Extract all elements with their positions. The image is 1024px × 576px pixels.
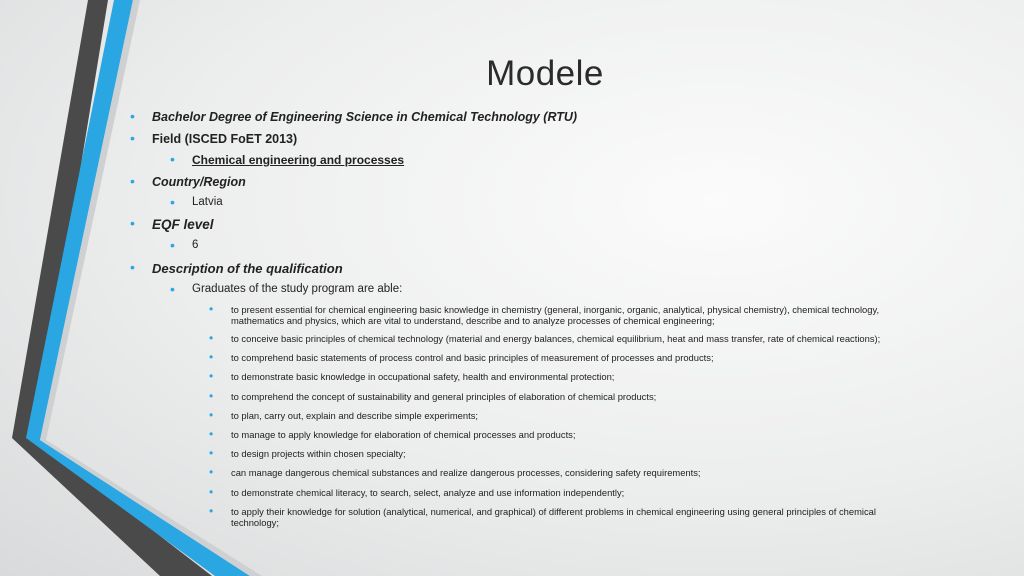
bullet-icon: • [209, 369, 214, 383]
outcome-text: to apply their knowledge for solution (analytical, numerical, and graphical) of different problems in chemical engineering using general principles of chemical technology; [231, 506, 876, 528]
outcome-item [209, 352, 921, 363]
bullet-icon: • [209, 302, 214, 316]
outcome-item [209, 487, 921, 498]
outcome-item [209, 391, 921, 402]
outcome-text: to design projects within chosen specialty; [231, 448, 406, 459]
bullet-icon: • [130, 130, 135, 146]
list-item [170, 196, 223, 209]
eqf-label: EQF level [152, 217, 214, 232]
list-item [130, 132, 297, 146]
bullet-icon: • [170, 194, 175, 210]
bullet-icon: • [170, 281, 175, 297]
eqf-value: 6 [192, 239, 199, 251]
bullet-icon: • [209, 389, 214, 403]
outcome-item [209, 448, 921, 459]
outcome-item [209, 333, 921, 344]
outcome-text: to comprehend basic statements of process control and basic principles of measurement of processes and products; [231, 352, 714, 363]
bullet-icon: • [170, 151, 175, 167]
outcome-text: to demonstrate basic knowledge in occupational safety, health and environmental protection; [231, 371, 615, 382]
list-item [130, 217, 214, 232]
outcome-item [209, 371, 921, 382]
bullet-icon: • [209, 331, 214, 345]
list-item [130, 175, 246, 189]
bullet-icon: • [209, 465, 214, 479]
bullet-icon: • [209, 485, 214, 499]
bullet-icon: • [130, 108, 135, 124]
bullet-icon: • [130, 215, 135, 231]
outcome-text: to manage to apply knowledge for elaboration of chemical processes and products; [231, 429, 576, 440]
field-value-link[interactable]: Chemical engineering and processes [192, 153, 405, 167]
degree-text: Bachelor Degree of Engineering Science in Chemical Technology (RTU) [152, 110, 578, 124]
outcome-text: to plan, carry out, explain and describe simple experiments; [231, 410, 479, 421]
description-intro: Graduates of the study program are able: [192, 283, 403, 295]
list-item [130, 110, 577, 124]
bullet-icon: • [209, 408, 214, 422]
bullet-icon: • [130, 173, 135, 189]
description-label: Description of the qualification [152, 261, 343, 276]
outcome-text: to present essential for chemical engineering basic knowledge in chemistry (general, inorganic, organic, analytical, physical chemistry), chemical technology, mathematics and physics, which are vital to understand, describe and to analyze processes of chemical engineering; [231, 304, 880, 326]
list-item [130, 261, 343, 276]
slide-title: Modele [486, 54, 604, 93]
outcome-item [209, 467, 921, 478]
field-label: Field (ISCED FoET 2013) [152, 132, 298, 146]
bullet-icon: • [209, 446, 214, 460]
bullet-icon: • [209, 350, 214, 364]
list-item [170, 283, 402, 296]
country-value: Latvia [192, 196, 223, 208]
country-label: Country/Region [152, 175, 246, 189]
bullet-icon: • [130, 259, 135, 275]
outcome-text: to comprehend the concept of sustainability and general principles of elaboration of chemical products; [231, 391, 657, 402]
bullet-icon: • [170, 237, 175, 253]
bullet-icon: • [209, 504, 214, 518]
outcome-text: can manage dangerous chemical substances and realize dangerous processes, considering safety requirements; [231, 467, 701, 478]
outcome-item [209, 506, 921, 528]
outcome-item [209, 429, 921, 440]
bullet-icon: • [209, 427, 214, 441]
outcome-item [209, 304, 921, 326]
list-item [170, 153, 404, 167]
list-item [170, 239, 198, 252]
outcome-item [209, 410, 921, 421]
outcome-text: to conceive basic principles of chemical technology (material and energy balances, chemical equilibrium, heat and mass transfer, rate of chemical reactions); [231, 333, 881, 344]
outcome-text: to demonstrate chemical literacy, to search, select, analyze and use information independently; [231, 487, 625, 498]
